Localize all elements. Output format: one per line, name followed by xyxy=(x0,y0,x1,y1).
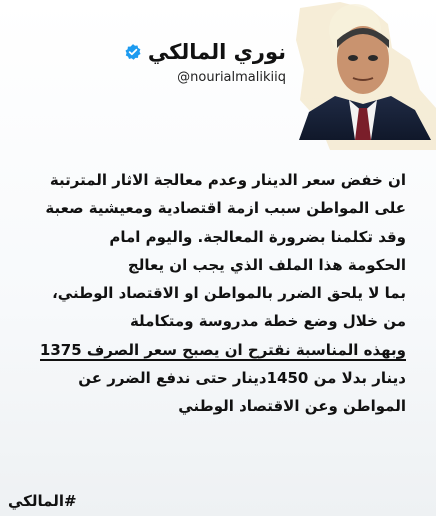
post-line: المواطن وعن الاقتصاد الوطني xyxy=(178,397,406,416)
hashtag-link[interactable]: #المالكي xyxy=(8,492,77,510)
post-line: دينار بدلا من 1450دينار حتى ندفع الضرر عن xyxy=(78,369,406,388)
post-header xyxy=(0,0,436,150)
post-line: على المواطن سبب ازمة اقتصادية ومعيشية صعبة xyxy=(45,199,406,218)
verified-badge-icon xyxy=(124,43,142,61)
post-body xyxy=(0,166,436,421)
profile-name[interactable]: نوري المالكي xyxy=(147,40,286,64)
profile-name-row xyxy=(124,40,286,64)
post-line: ان خفض سعر الدينار وعدم معالجة الاثار المترتبة xyxy=(49,171,406,189)
profile-handle[interactable]: @nourialmalikiiq xyxy=(177,70,286,85)
post-line-underlined-text: وبهذه المناسبة نقترح ان يصبح سعر الصرف 1375 xyxy=(39,340,406,359)
post-line: وقد تكلمنا بضرورة المعالجة. واليوم امام xyxy=(109,227,406,246)
profile-portrait xyxy=(291,12,436,140)
post-line-underlined xyxy=(24,336,406,364)
post-line: بما لا يلحق الضرر بالمواطن او الاقتصاد الوطني، xyxy=(52,284,406,303)
post-line: من خلال وضع خطة مدروسة ومتكاملة xyxy=(129,312,406,331)
post-line: الحكومة هذا الملف الذي يجب ان يعالج xyxy=(127,255,406,274)
